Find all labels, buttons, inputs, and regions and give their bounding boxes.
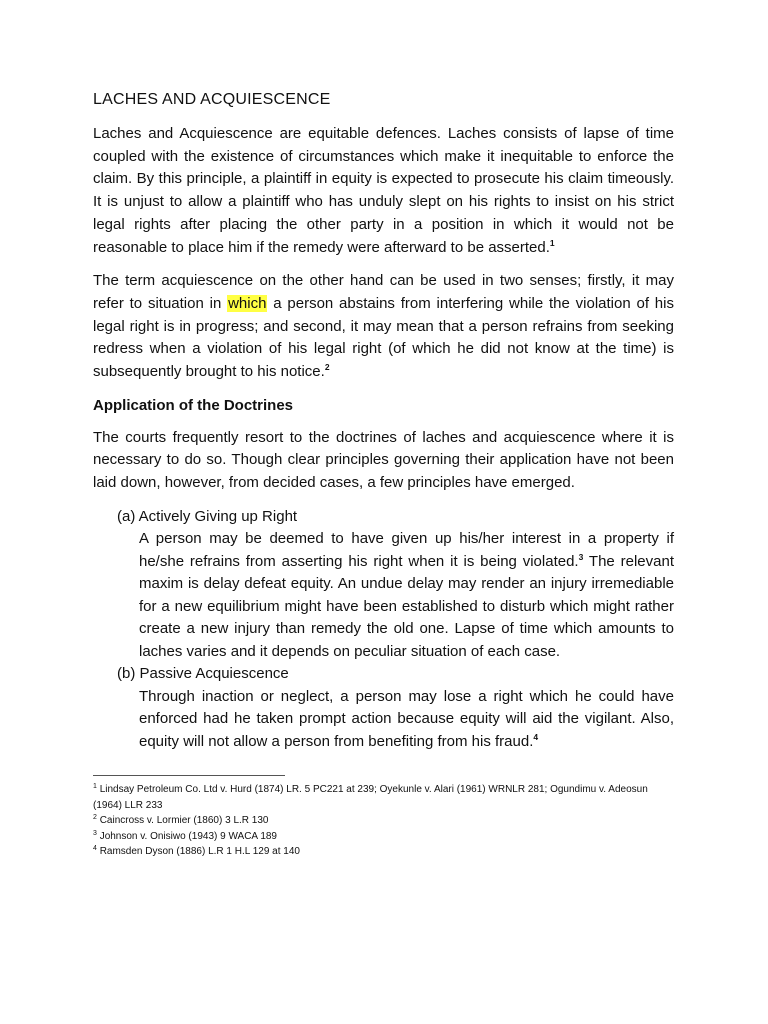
footnote-text: Johnson v. Onisiwo (1943) 9 WACA 189 [99, 830, 277, 842]
paragraph-laches [93, 123, 674, 259]
item-text: The relevant maxim is delay defeat equity. An undue delay may render an injury irremediable for a new equilibrium might have been established to disturb which might rather create a new injury than remedy the old one. Lapse of time which amounts to laches varies and it depends on peculiar situation of each case. [139, 552, 674, 660]
paragraph-text: a person abstains from interfering while the violation of his legal right is in progress; and second, it may mean that a person refrains from seeking redress when a violation of his legal right (of which he did not know at the time) is subsequently brought to his notice. [93, 294, 674, 381]
list-item [117, 663, 674, 753]
footnote-number: 2 [93, 814, 97, 822]
list-item-label: (a) Actively Giving up Right [117, 507, 298, 525]
list-item-text [139, 528, 674, 663]
document-content [93, 89, 674, 860]
footnote-ref[interactable]: 4 [533, 731, 539, 742]
highlighted-word: which [228, 294, 267, 312]
paragraph-acquiescence [93, 270, 674, 384]
footnote-text: Caincross v. Lormier (1860) 3 L.R 130 [99, 815, 269, 827]
footnote [93, 829, 674, 845]
footnote [93, 844, 674, 860]
list-item-label: (b) Passive Acquiescence [117, 665, 289, 683]
footnote-ref[interactable]: 1 [549, 237, 555, 248]
paragraph-application: The courts frequently resort to the doctrines of laches and acquiescence where it is necessary to do so. Though clear principles governing their application have not been laid down, however, from decided cases, a few principles have emerged. [93, 428, 674, 492]
principles-list [117, 506, 674, 754]
footnote-number: 1 [93, 783, 97, 791]
footnote [93, 813, 674, 829]
footnote-separator [93, 775, 285, 776]
footnote [93, 782, 674, 813]
list-item-text [139, 686, 674, 754]
footnote-number: 3 [93, 829, 97, 837]
paragraph-text: Laches and Acquiescence are equitable defences. Laches consists of lapse of time coupled with the existence of circumstances which make it inequitable to enforce the claim. By this principle, a plaintiff in equity is expected to prosecute his claim timeously. It is unjust to allow a plaintiff who has unduly slept on his rights to insist on his strict legal rights after placing the other party in a position in which it would not be reasonable to place him if the remedy were afterward to be asserted. [93, 125, 674, 256]
section-heading: Application of the Doctrines [93, 396, 294, 414]
item-text: Through inaction or neglect, a person may lose a right which he could have enforced had he taken prompt action because equity will aid the vigilant. Also, equity will not allow a person from benefiting from his fraud. [139, 687, 674, 750]
list-item [117, 506, 674, 664]
footnote-ref[interactable]: 3 [578, 551, 584, 562]
page-title: LACHES AND ACQUIESCENCE [93, 91, 331, 108]
footnote-number: 4 [93, 845, 97, 853]
paragraph-text: The term acquiescence on the other hand can be used in two senses; firstly, it may refer to situation in [93, 272, 674, 312]
footnote-text: Lindsay Petroleum Co. Ltd v. Hurd (1874) LR. 5 PC221 at 239; Oyekunle v. Alari (1961) WRNLR 281; Ogundimu v. Adeosun (1964) LLR 233 [93, 784, 648, 811]
footnote-text: Ramsden Dyson (1886) L.R 1 H.L 129 at 140 [99, 846, 300, 858]
footnote-ref[interactable]: 2 [324, 362, 330, 373]
item-text: A person may be deemed to have given up his/her interest in a property if he/she refrains from asserting his right when it is being violated. [139, 530, 674, 570]
